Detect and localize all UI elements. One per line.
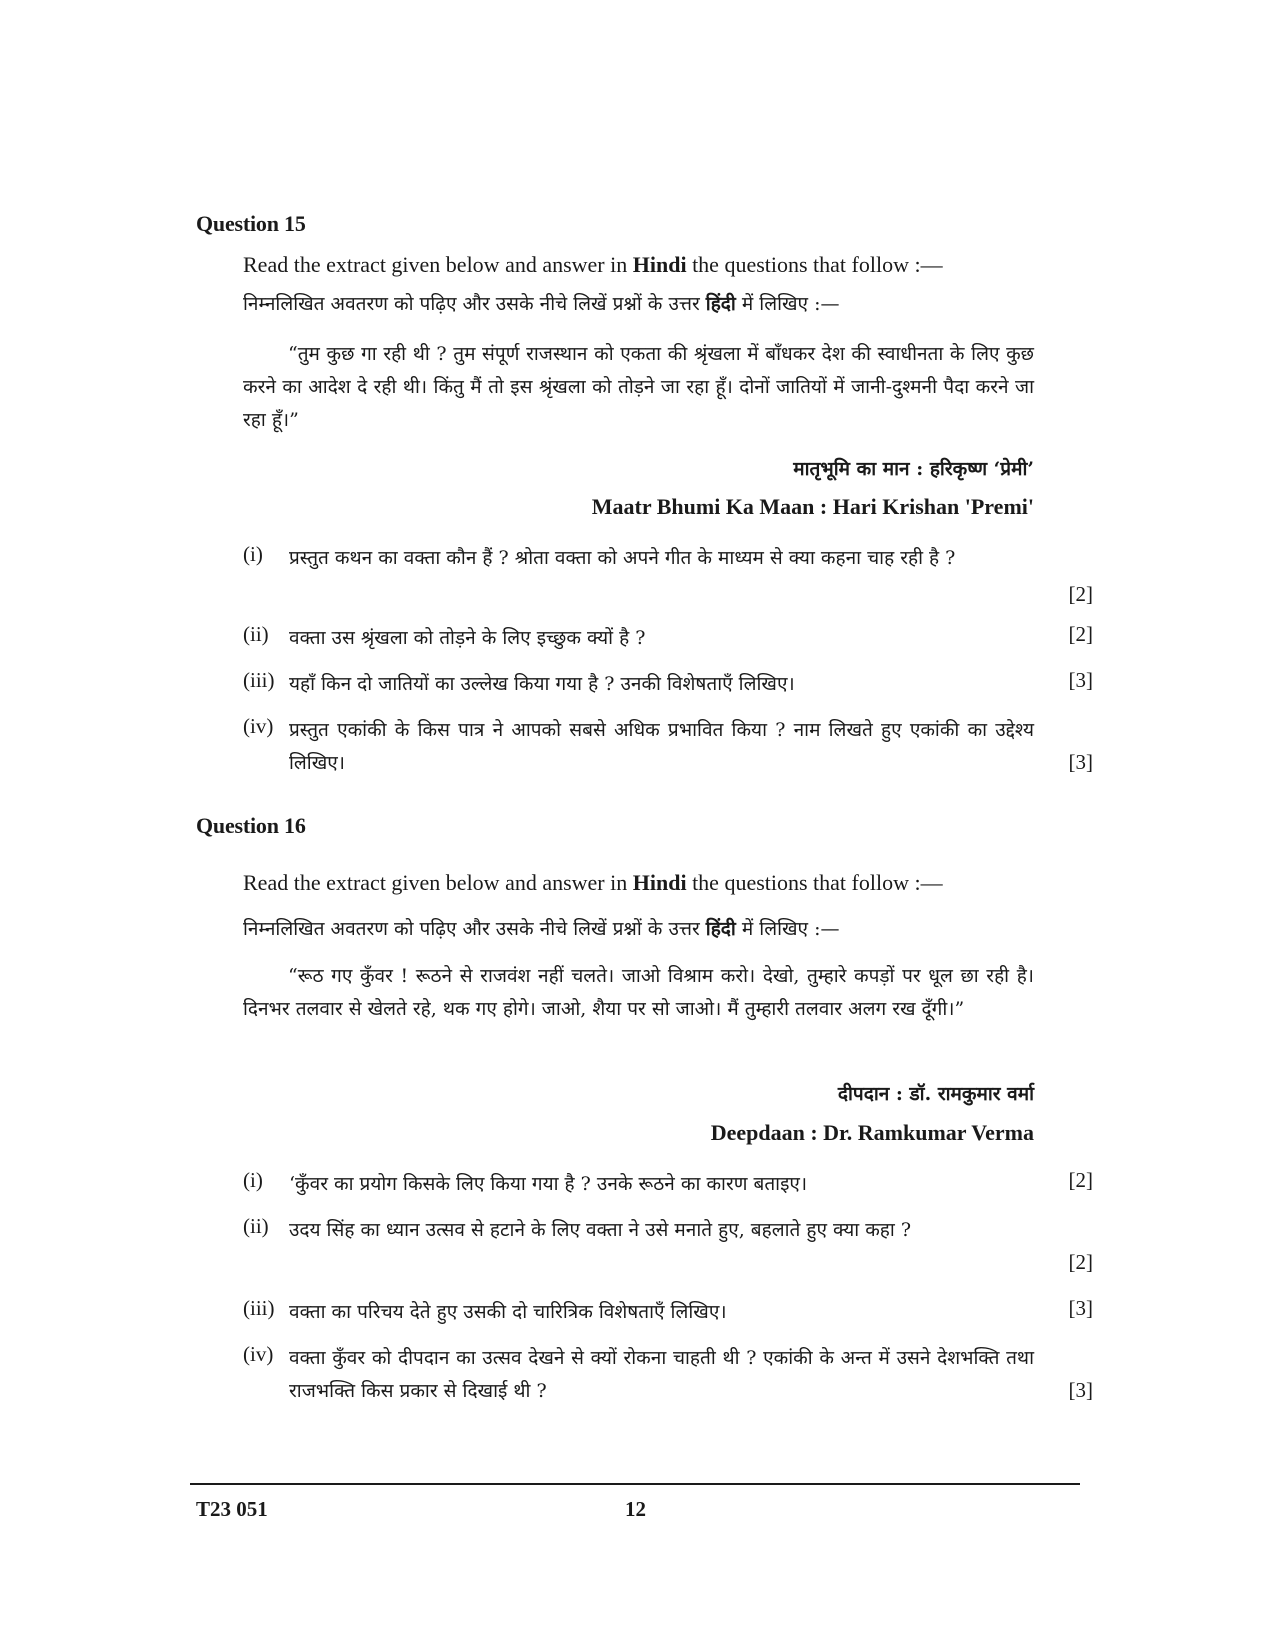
item-marks: [2] <box>1068 622 1093 646</box>
item-text: प्रस्तुत कथन का वक्ता कौन हैं ? श्रोता वक्ता को अपने गीत के माध्यम से क्या कहना चाह रही है ? <box>289 547 956 569</box>
q16-passage: “रूठ गए कुँवर ! रूठने से राजवंश नहीं चलते। जाओ विश्राम करो। देखो, तुम्हारे कपड़ों पर धूल छा रही है। दिनभर तलवार से खेलते रहे, थक गए होगे। जाओ, शैया पर सो जाओ। मैं तुम्हारी तलवार अलग रख दूँगी।” <box>243 965 1034 1020</box>
q15-attribution-english: Maatr Bhumi Ka Maan : Hari Krishan 'Premi' <box>591 494 1034 519</box>
item-number: (i) <box>243 1168 263 1192</box>
q15-passage: “तुम कुछ गा रही थी ? तुम संपूर्ण राजस्थान को एकता की श्रृंखला में बाँधकर देश की स्वाधीनता के लिए कुछ करने का आदेश दे रही थी। किंतु मैं तो इस श्रृंखला को तोड़ने जा रहा हूँ। दोनों जातियों में जानी-दुश्मनी पैदा करने जा रहा हूँ।” <box>243 343 1034 431</box>
q16-item-i <box>243 1168 1093 1201</box>
q16-attribution-hindi: दीपदान : डॉ. रामकुमार वर्मा <box>837 1083 1034 1105</box>
q15-item-ii <box>243 622 1093 655</box>
paper-code: T23 051 <box>196 1497 268 1521</box>
item-number: (ii) <box>243 1214 269 1238</box>
item-marks: [2] <box>1068 582 1093 606</box>
q15-item-iii <box>243 668 1093 701</box>
footer-divider <box>190 1483 1080 1485</box>
instr-bold: Hindi <box>632 870 687 895</box>
item-marks: [3] <box>1068 1378 1093 1402</box>
q16-attribution-english: Deepdaan : Dr. Ramkumar Verma <box>710 1120 1034 1145</box>
item-text: उदय सिंह का ध्यान उत्सव से हटाने के लिए वक्ता ने उसे मनाते हुए, बहलाते हुए क्या कहा ? <box>289 1219 912 1241</box>
item-number: (iv) <box>243 714 274 738</box>
instr-text: the questions that follow :— <box>686 870 943 895</box>
item-text: वक्ता का परिचय देते हुए उसकी दो चारित्रिक विशेषताएँ लिखिए। <box>289 1301 727 1323</box>
q15-item-i <box>243 542 1093 608</box>
item-number: (iii) <box>243 668 275 692</box>
q15-instruction-hindi <box>243 290 839 316</box>
instr-text: the questions that follow :— <box>686 252 943 277</box>
item-text: ‘कुँवर का प्रयोग किसके लिए किया गया है ? उनके रूठने का कारण बताइए। <box>289 1173 808 1195</box>
instr-text: Read the extract given below and answer in <box>243 252 633 277</box>
instr-text: निम्नलिखित अवतरण को पढ़िए और उसके नीचे लिखें प्रश्नों के उत्तर <box>243 918 706 940</box>
item-number: (iv) <box>243 1342 274 1366</box>
item-text: वक्ता कुँवर को दीपदान का उत्सव देखने से क्यों रोकना चाहती थी ? एकांकी के अन्त में उसने देशभक्ति तथा राजभक्ति किस प्रकार से दिखाई थी ? <box>289 1347 1034 1402</box>
q15-instruction-english <box>243 252 943 278</box>
item-text: वक्ता उस श्रृंखला को तोड़ने के लिए इच्छुक क्यों है ? <box>289 627 646 649</box>
item-marks: [3] <box>1068 1296 1093 1320</box>
q16-instruction-hindi <box>243 915 839 941</box>
q16-item-iii <box>243 1296 1093 1329</box>
instr-bold: Hindi <box>632 252 687 277</box>
instr-text: में लिखिए :— <box>735 918 840 940</box>
q15-attribution-hindi: मातृभूमि का मान : हरिकृष्ण ‘प्रेमी’ <box>793 458 1034 480</box>
instr-bold: हिंदी <box>705 293 736 315</box>
item-text: प्रस्तुत एकांकी के किस पात्र ने आपको सबसे अधिक प्रभावित किया ? नाम लिखते हुए एकांकी का उद्देश्य लिखिए। <box>289 719 1034 774</box>
q16-item-iv <box>243 1342 1093 1408</box>
question-15-heading: Question 15 <box>196 211 306 236</box>
item-marks: [2] <box>1068 1250 1093 1274</box>
item-marks: [3] <box>1068 750 1093 774</box>
item-number: (iii) <box>243 1296 275 1320</box>
q16-instruction-english <box>243 870 943 896</box>
q16-item-ii <box>243 1214 1093 1280</box>
instr-text: में लिखिए :— <box>735 293 840 315</box>
question-16-heading: Question 16 <box>196 813 306 838</box>
page-number: 12 <box>625 1497 646 1521</box>
item-number: (ii) <box>243 622 269 646</box>
item-marks: [3] <box>1068 668 1093 692</box>
instr-text: निम्नलिखित अवतरण को पढ़िए और उसके नीचे लिखें प्रश्नों के उत्तर <box>243 293 706 315</box>
instr-text: Read the extract given below and answer in <box>243 870 633 895</box>
item-marks: [2] <box>1068 1168 1093 1192</box>
item-number: (i) <box>243 542 263 566</box>
item-text: यहाँ किन दो जातियों का उल्लेख किया गया है ? उनकी विशेषताएँ लिखिए। <box>289 673 795 695</box>
q15-item-iv <box>243 714 1093 780</box>
instr-bold: हिंदी <box>705 918 736 940</box>
